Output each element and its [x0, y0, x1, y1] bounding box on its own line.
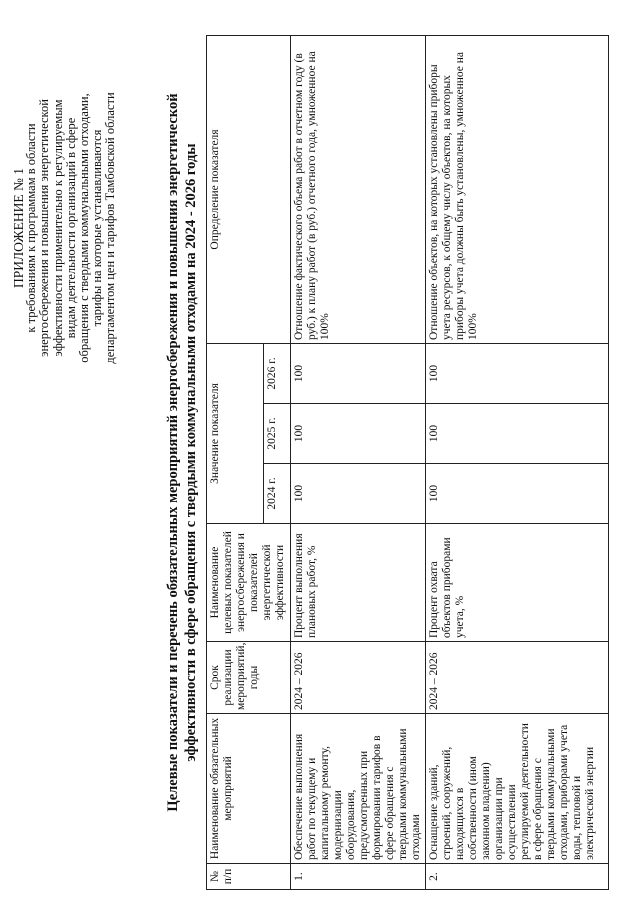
row-value-2026: 100	[426, 344, 609, 404]
row-indicator: Процент выполнения плановых работ, %	[291, 524, 426, 642]
appendix-line: тарифы на которые устанавливаются	[90, 129, 105, 327]
row-measure: Оснащение зданий, строений, сооружений, находящихся в собственности (ином законном владении) организации при осуществлении регулируемой деятельности в сфере обращения с твердыми коммунальными отходами, приборами учета воды, тепловой и электрической энергии	[426, 714, 609, 864]
header-term: Срок реализации мероприятий, годы	[207, 642, 291, 714]
appendix-line: департаментом цен и тарифов Тамбовской области	[103, 92, 118, 364]
header-year-2024: 2024 г.	[264, 464, 291, 524]
row-value-2026: 100	[291, 344, 426, 404]
row-term: 2024 – 2026	[426, 642, 609, 714]
header-year-2026: 2026 г.	[264, 344, 291, 404]
table-row	[426, 36, 609, 890]
appendix-line: обращения с твердыми коммунальными отходами,	[77, 93, 92, 363]
row-value-2024: 100	[426, 464, 609, 524]
row-measure: Обеспечение выполнения работ по текущему и капитальному ремонту, модернизации оборудования, предусмотренных при формировании тарифов в сфере обращения с твердыми коммунальными отходами	[291, 714, 426, 864]
document-title	[164, 0, 200, 905]
header-year-2025: 2025 г.	[264, 404, 291, 464]
row-term: 2024 – 2026	[291, 642, 426, 714]
appendix-header: ПРИЛОЖЕНИЕ № 1	[11, 167, 26, 289]
table-row	[291, 36, 426, 890]
appendix-block	[12, 58, 118, 398]
appendix-line: к требованиям к программам в области	[24, 123, 39, 333]
row-value-2025: 100	[426, 404, 609, 464]
row-num: 1.	[291, 864, 426, 890]
row-value-2024: 100	[291, 464, 426, 524]
appendix-line: видам деятельности организаций в сфере	[63, 117, 78, 339]
row-indicator: Процент охвата объектов приборами учета, %	[426, 524, 609, 642]
header-measures: Наименование обязательных мероприятий	[207, 714, 291, 864]
appendix-line: эффективности применительно к регулируемым	[50, 99, 65, 357]
header-value: Значение показателя	[207, 344, 264, 524]
header-definition: Определение показателя	[207, 36, 291, 344]
row-definition: Отношение фактического объема работ в отчетном году (в руб.) к плану работ (в руб.) отчетного года, умноженное на 100%	[291, 36, 426, 344]
row-value-2025: 100	[291, 404, 426, 464]
header-indicator: Наименование целевых показателей энергосбережения и показателей энергетической эффективности	[207, 524, 291, 642]
appendix-line: энергосбережения и повышения энергетической	[37, 99, 52, 357]
row-num: 2.	[426, 864, 609, 890]
indicators-table	[206, 35, 609, 890]
title-line-1: Целевые показатели и перечень обязательных мероприятий энергосбережения и повышения энергетической	[165, 93, 181, 812]
header-num: № п/п	[207, 864, 291, 890]
title-line-2: эффективности в сфере обращения с твердыми коммунальными отходами на 2024 - 2026 годы	[183, 143, 199, 762]
table-header-row	[207, 36, 264, 890]
row-definition: Отношение объектов, на которых установлены приборы учета ресурсов, к общему числу объектов, на которых приборы учета должны быть установлены, умноженное на 100%	[426, 36, 609, 344]
